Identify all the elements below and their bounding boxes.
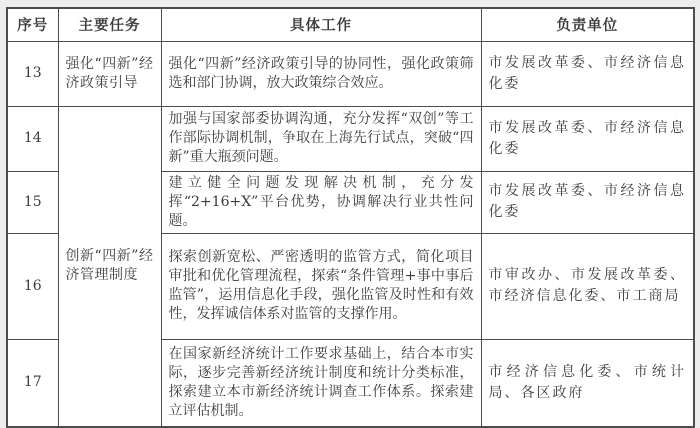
row-14-work: 加强与国家部委协调沟通，充分发挥“双创”等工作部际协调机制，争取在上海先行试点，突破“四新”重大瓶颈问题。 bbox=[161, 106, 481, 171]
row-17-work: 在国家新经济统计工作要求基础上，结合本市实际，逐步完善新经济统计制度和统计分类标准，探索建立本市新经济统计调查工作体系。探索建立评估机制。 bbox=[161, 339, 481, 427]
header-seq: 序号 bbox=[7, 8, 58, 41]
header-task: 主要任务 bbox=[58, 8, 161, 41]
header-work: 具体工作 bbox=[161, 8, 481, 41]
row-16-seq: 16 bbox=[7, 233, 58, 339]
header-row bbox=[7, 8, 694, 41]
row-16-unit: 市审改办、市发展改革委、市经济信息化委、市工商局 bbox=[481, 233, 694, 339]
row-15-work: 建立健全问题发现解决机制，充分发挥“2+16+X”平台优势，协调解决行业共性问题。 bbox=[161, 171, 481, 233]
row-13-task: 强化“四新”经济政策引导 bbox=[58, 41, 161, 106]
row-16-work: 探索创新宽松、严密透明的监管方式，简化项目审批和优化管理流程，探索“条件管理+事中事后监管”，运用信息化手段，强化监管及时性和有效性，发挥诚信体系对监管的支撑作用。 bbox=[161, 233, 481, 339]
header-unit: 负责单位 bbox=[481, 8, 694, 41]
table-header bbox=[7, 8, 694, 41]
rows-14-17-task-merged: 创新“四新”经济管理制度 bbox=[58, 106, 161, 427]
row-17-seq: 17 bbox=[7, 339, 58, 427]
row-17-unit: 市经济信息化委、市统计局、各区政府 bbox=[481, 339, 694, 427]
row-15-unit: 市发展改革委、市经济信息化委 bbox=[481, 171, 694, 233]
table-body bbox=[7, 41, 694, 427]
row-15-seq: 15 bbox=[7, 171, 58, 233]
table-row-14 bbox=[7, 106, 694, 171]
row-13-work: 强化“四新”经济政策引导的协同性，强化政策筛选和部门协调，放大政策综合效应。 bbox=[161, 41, 481, 106]
row-14-unit: 市发展改革委、市经济信息化委 bbox=[481, 106, 694, 171]
row-13-unit: 市发展改革委、市经济信息化委 bbox=[481, 41, 694, 106]
row-13-seq: 13 bbox=[7, 41, 58, 106]
task-assignment-table bbox=[6, 7, 695, 428]
table-row-13 bbox=[7, 41, 694, 106]
row-14-seq: 14 bbox=[7, 106, 58, 171]
